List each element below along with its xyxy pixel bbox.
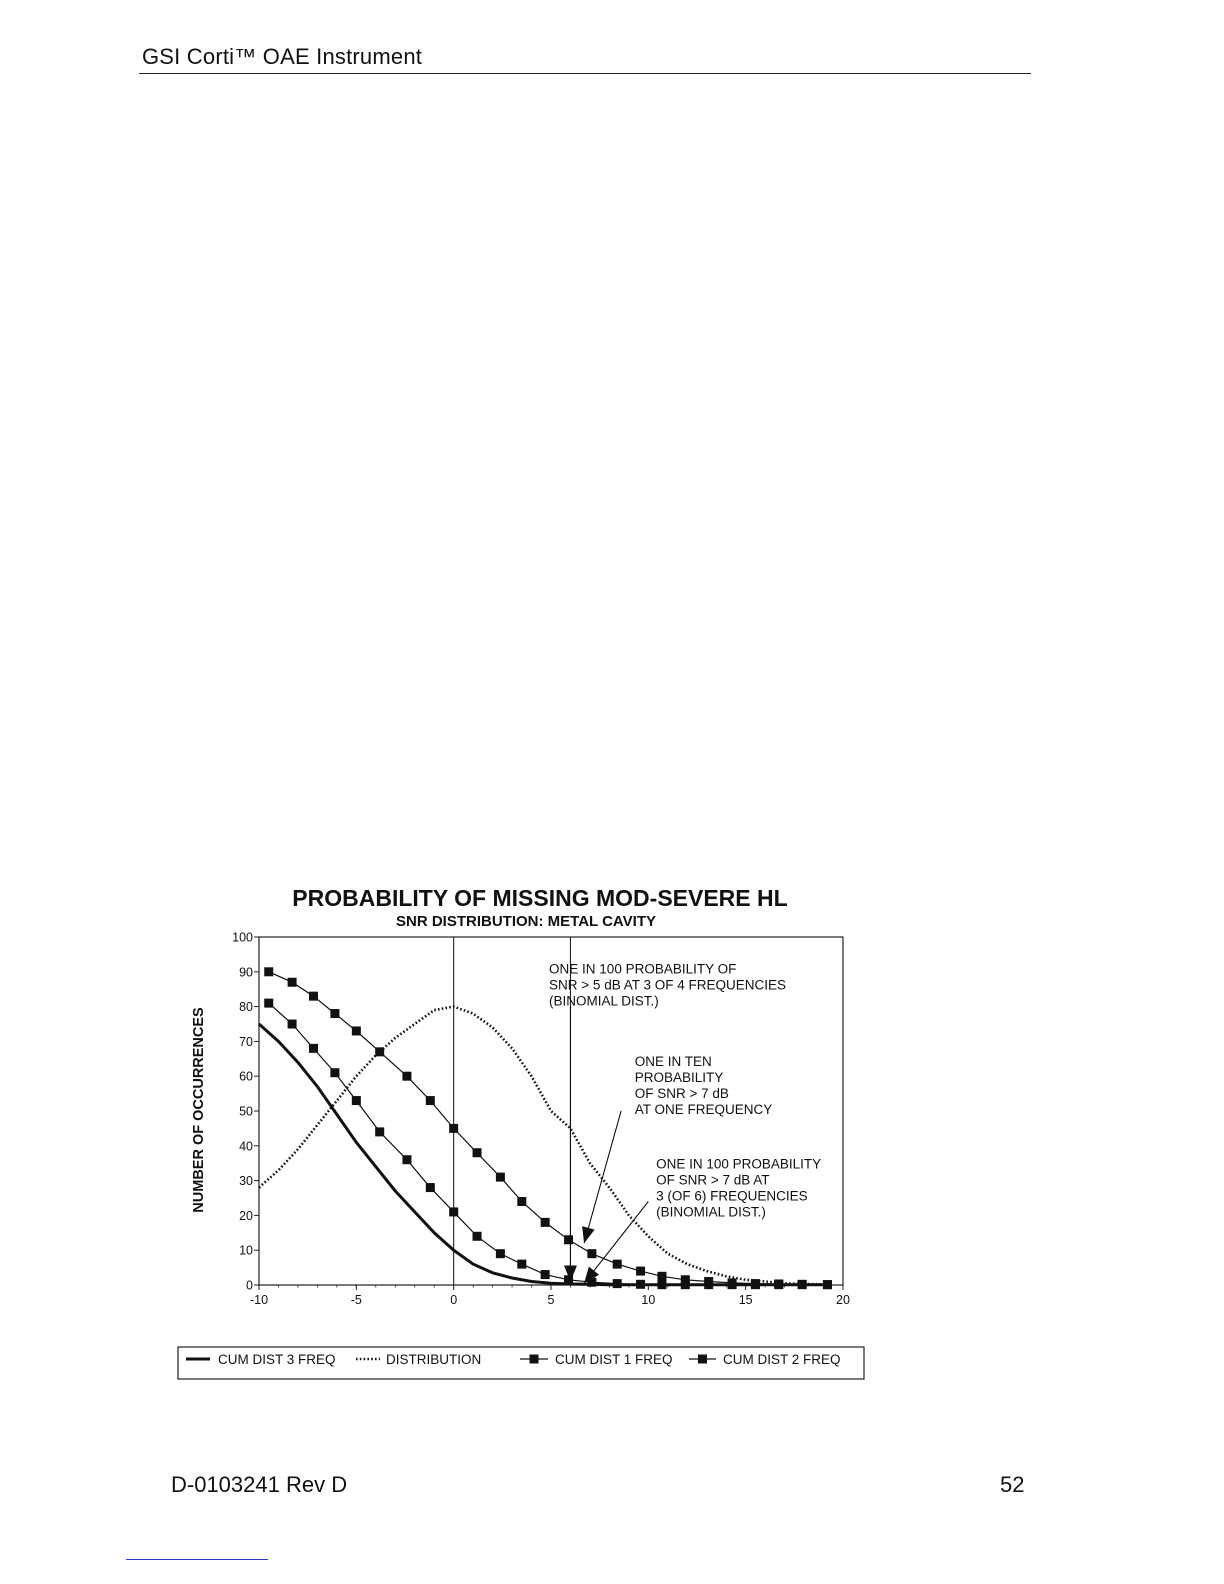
y-tick-label: 90 bbox=[239, 965, 253, 980]
series-layer bbox=[259, 967, 832, 1289]
y-tick-label: 0 bbox=[246, 1278, 253, 1293]
annotation-text-line: OF SNR > 7 dB AT bbox=[656, 1172, 770, 1188]
cum-dist-2-freq-point bbox=[375, 1127, 384, 1136]
cum-dist-2-freq-point bbox=[613, 1279, 622, 1288]
x-tick-label: 0 bbox=[450, 1293, 458, 1307]
cum-dist-2-freq-point bbox=[402, 1155, 411, 1164]
cum-dist-1-freq-point bbox=[541, 1218, 550, 1227]
distribution-line bbox=[259, 1007, 824, 1285]
annotation-arrow-shaft bbox=[584, 1111, 621, 1243]
cum-dist-1-freq-point bbox=[587, 1249, 596, 1258]
cum-dist-2-freq-point bbox=[449, 1207, 458, 1216]
annotation-text-line: SNR > 5 dB AT 3 OF 4 FREQUENCIES bbox=[549, 977, 787, 993]
annotation-text-line: AT ONE FREQUENCY bbox=[634, 1101, 773, 1117]
cum-dist-1-freq-point bbox=[449, 1124, 458, 1133]
cum-dist-2-freq-point bbox=[657, 1280, 666, 1289]
annotation-arrow-head bbox=[582, 1226, 595, 1243]
cum-dist-1-freq-point bbox=[309, 992, 318, 1001]
x-tick-label: 15 bbox=[738, 1293, 753, 1307]
x-tick-label: 20 bbox=[836, 1293, 850, 1307]
annotation-text-line: PROBABILITY bbox=[634, 1069, 724, 1085]
bottom-link-underline bbox=[126, 1559, 268, 1560]
cum-dist-1-freq-point bbox=[288, 978, 297, 987]
annotation-text-line: OF SNR > 7 dB bbox=[634, 1085, 729, 1101]
cum-dist-1-freq-point bbox=[473, 1148, 482, 1157]
y-axis-ticks bbox=[232, 931, 259, 1293]
annotation-text-line: (BINOMIAL DIST.) bbox=[656, 1204, 766, 1220]
y-tick-label: 70 bbox=[239, 1034, 253, 1049]
legend-label-distribution: DISTRIBUTION bbox=[386, 1352, 482, 1367]
y-tick-label: 80 bbox=[239, 1000, 253, 1015]
chart-subtitle: SNR DISTRIBUTION: METAL CAVITY bbox=[396, 913, 656, 930]
cum-dist-2-freq-point bbox=[636, 1280, 645, 1289]
cum-dist-2-freq-point bbox=[264, 999, 273, 1008]
cum-dist-2-freq-point bbox=[496, 1249, 505, 1258]
cum-dist-2-freq-point bbox=[774, 1280, 783, 1289]
legend-label-cum-dist-3-freq: CUM DIST 3 FREQ bbox=[218, 1352, 336, 1367]
annotation-text-line: ONE IN TEN bbox=[634, 1053, 712, 1069]
cum-dist-1-freq-point bbox=[402, 1072, 411, 1081]
cum-dist-1-freq-point bbox=[352, 1026, 361, 1035]
legend-label-cum-dist-1-freq: CUM DIST 1 FREQ bbox=[555, 1352, 673, 1367]
annotation-text-line: ONE IN 100 PROBABILITY OF bbox=[549, 961, 737, 977]
annotation-text-line: (BINOMIAL DIST.) bbox=[549, 993, 659, 1009]
cum-dist-1-freq-point bbox=[426, 1096, 435, 1105]
cum-dist-2-freq-point bbox=[309, 1044, 318, 1053]
cum-dist-2-freq-point bbox=[823, 1280, 832, 1289]
y-axis-label: NUMBER OF OCCURRENCES bbox=[191, 1007, 207, 1213]
cum-dist-2-freq-point bbox=[517, 1260, 526, 1269]
page-header-title: GSI Corti™ OAE Instrument bbox=[142, 44, 423, 69]
cum-dist-1-freq-point bbox=[564, 1235, 573, 1244]
cum-dist-1-freq-point bbox=[636, 1267, 645, 1276]
legend-marker-cum-dist-2-freq bbox=[698, 1355, 707, 1364]
x-tick-label: 10 bbox=[641, 1293, 656, 1307]
cum-dist-2-freq-point bbox=[798, 1280, 807, 1289]
y-tick-label: 40 bbox=[239, 1139, 253, 1154]
cum-dist-1-freq-line bbox=[269, 972, 828, 1285]
cum-dist-2-freq-point bbox=[330, 1068, 339, 1077]
legend-marker-cum-dist-1-freq bbox=[530, 1355, 539, 1364]
cum-dist-1-freq-point bbox=[517, 1197, 526, 1206]
cum-dist-2-freq-point bbox=[751, 1280, 760, 1289]
cum-dist-3-freq-line bbox=[259, 1024, 824, 1285]
cum-dist-2-freq-line bbox=[269, 1003, 828, 1285]
annotation-text-line: 3 (OF 6) FREQUENCIES bbox=[656, 1188, 808, 1204]
cum-dist-2-freq-point bbox=[728, 1280, 737, 1289]
y-tick-label: 10 bbox=[239, 1243, 253, 1258]
cum-dist-1-freq-point bbox=[264, 967, 273, 976]
chart-title: PROBABILITY OF MISSING MOD-SEVERE HL bbox=[292, 885, 788, 911]
cum-dist-1-freq-point bbox=[496, 1173, 505, 1182]
footer-page-number: 52 bbox=[1000, 1472, 1025, 1497]
y-tick-label: 50 bbox=[239, 1104, 253, 1119]
x-tick-label: 5 bbox=[547, 1293, 555, 1307]
cum-dist-2-freq-point bbox=[352, 1096, 361, 1105]
cum-dist-2-freq-point bbox=[473, 1232, 482, 1241]
y-tick-label: 60 bbox=[239, 1069, 253, 1084]
cum-dist-1-freq-point bbox=[375, 1047, 384, 1056]
cum-dist-2-freq-point bbox=[541, 1270, 550, 1279]
x-axis-ticks bbox=[250, 1285, 850, 1307]
y-tick-label: 30 bbox=[239, 1174, 253, 1189]
cum-dist-1-freq-point bbox=[657, 1272, 666, 1281]
legend-label-cum-dist-2-freq: CUM DIST 2 FREQ bbox=[723, 1352, 841, 1367]
cum-dist-2-freq-point bbox=[704, 1280, 713, 1289]
y-tick-label: 100 bbox=[232, 930, 253, 945]
cum-dist-2-freq-point bbox=[681, 1280, 690, 1289]
annotation-text-line: ONE IN 100 PROBABILITY bbox=[656, 1156, 822, 1172]
y-tick-label: 20 bbox=[239, 1208, 253, 1223]
cum-dist-1-freq-point bbox=[330, 1009, 339, 1018]
x-tick-label: -5 bbox=[350, 1293, 362, 1307]
annotation-layer bbox=[549, 962, 821, 1284]
cum-dist-2-freq-point bbox=[426, 1183, 435, 1192]
cum-dist-2-freq-point bbox=[288, 1020, 297, 1029]
x-tick-label: -10 bbox=[249, 1293, 269, 1307]
cum-dist-1-freq-point bbox=[613, 1260, 622, 1269]
footer-document-id: D-0103241 Rev D bbox=[171, 1472, 348, 1497]
